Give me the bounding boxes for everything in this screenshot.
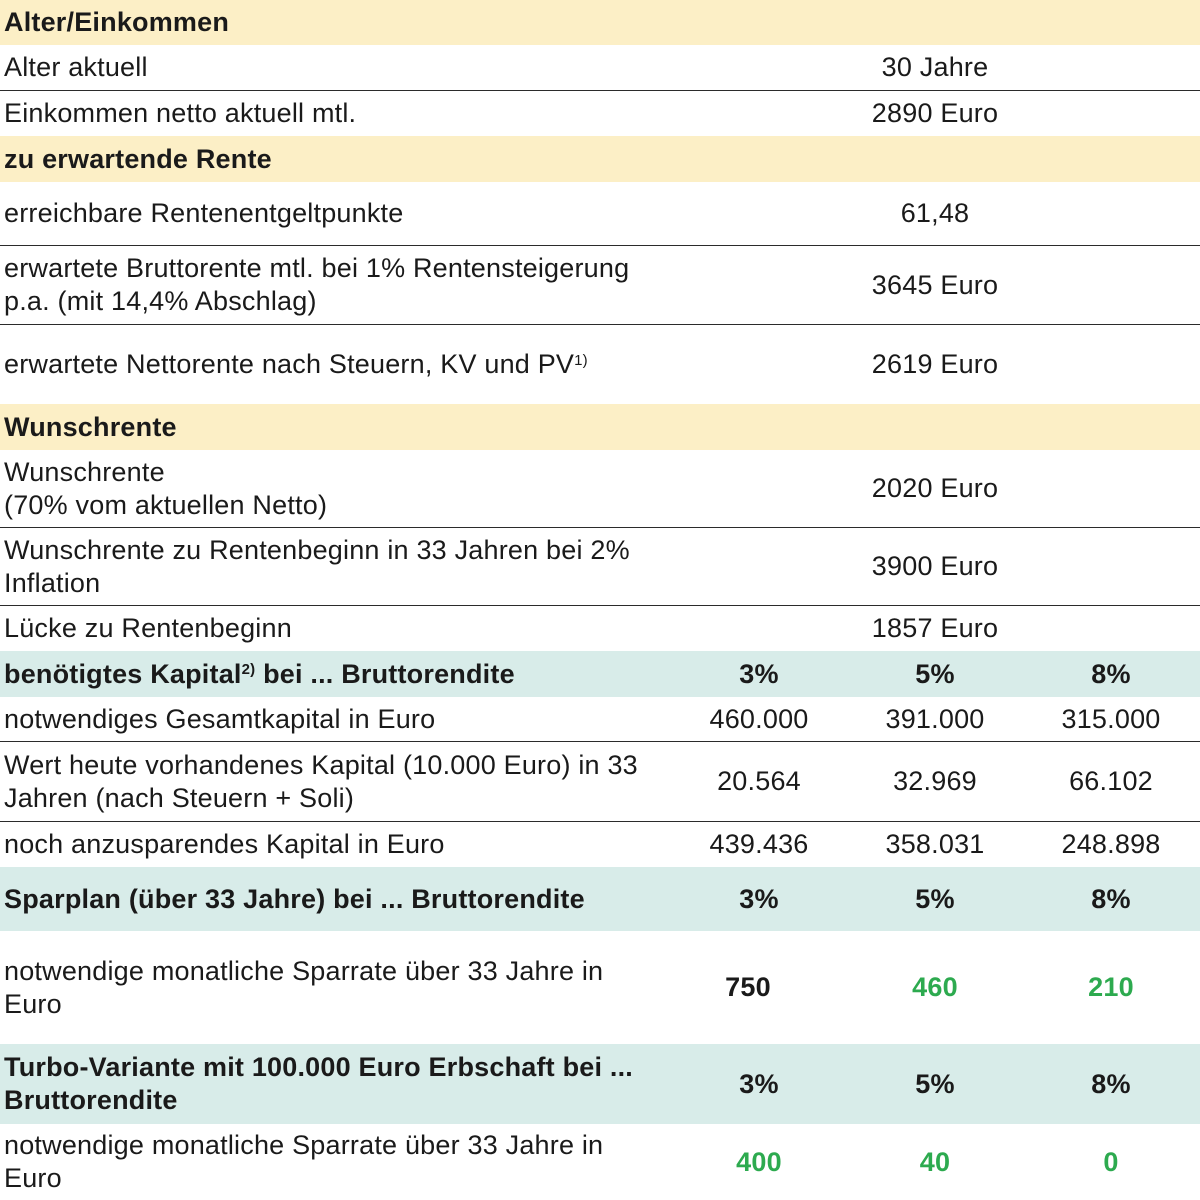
section-title: Alter/Einkommen [4,7,230,37]
label-line: Wert heute vorhandenes Kapital (10.000 Euro) in 33 [4,749,638,780]
column-header: 5% [915,1068,955,1099]
row-label [4,931,669,1044]
label-line: Euro [4,1163,62,1193]
section-header-kapital [0,651,1200,697]
row-value-highlight: 40 [919,1146,951,1177]
section-title: Wunschrente [4,411,177,442]
column-header: 5% [915,883,955,914]
label-line: Wunschrente [4,456,165,487]
table-row [0,742,1200,822]
table-row [0,246,1200,325]
table-row [0,822,1200,867]
row-label: erwartete Nettorente nach Steuern, KV und PV $^{1)}$ [4,349,588,379]
row-value: 20.564 [717,766,801,796]
section-header-rente [0,136,1200,182]
row-value: 66.102 [1069,766,1153,796]
label-line: Inflation [4,567,101,598]
label-line: Wunschrente zu Rentenbeginn in 33 Jahren bei 2% [4,534,630,565]
row-value: 460.000 [709,703,809,734]
row-value-highlight: 460 [912,972,958,1002]
row-value: 391.000 [885,703,985,734]
row-value: 32.969 [893,766,977,796]
table-row [0,931,1200,1044]
row-value: 358.031 [885,829,985,859]
section-header-sparplan [0,867,1200,931]
row-value: 1857 Euro [871,613,999,643]
row-value-highlight: 400 [736,1146,782,1177]
label-line: Jahren (nach Steuern + Soli) [4,782,355,813]
section-title: benötigtes Kapital $^{2)}$ bei ... Bruttorendite [4,658,515,689]
row-value: 248.898 [1061,829,1161,859]
label-line: Euro [4,988,62,1019]
row-value: 3900 Euro [871,551,999,581]
row-label: noch anzusparendes Kapital in Euro [4,829,445,859]
section-title: zu erwartende Rente [4,143,272,174]
column-header: 3% [739,1068,779,1099]
label-line: (70% vom aktuellen Netto) [4,489,328,520]
table-row [0,606,1200,651]
row-label [4,1124,669,1200]
table-row [0,91,1200,136]
table-row [0,45,1200,91]
label-line: p.a. (mit 14,4% Abschlag) [4,286,317,316]
table-row [0,528,1200,606]
row-label: Lücke zu Rentenbeginn [4,613,292,643]
row-label [4,246,669,324]
section-title: Sparplan (über 33 Jahre) bei ... Bruttorendite [4,883,585,914]
row-label [4,528,669,605]
row-value: 750 [725,972,771,1002]
row-value: 30 Jahre [881,52,989,82]
row-label [4,450,669,527]
section-header-alter [0,0,1200,45]
title-line: Turbo-Variante mit 100.000 Euro Erbschaft bei ... [4,1052,633,1082]
section-title [4,1044,669,1124]
row-value: 439.436 [709,829,809,859]
table-row [0,450,1200,528]
row-value: 2619 Euro [871,349,999,379]
title-line: Bruttorendite [4,1085,178,1115]
column-header: 8% [1091,1068,1131,1099]
row-label: Alter aktuell [4,52,148,82]
section-header-wunsch [0,404,1200,450]
row-label [4,742,669,821]
section-header-turbo [0,1044,1200,1124]
table-row [0,182,1200,246]
row-label: erreichbare Rentenentgeltpunkte [4,198,404,228]
label-line: notwendige monatliche Sparrate über 33 Jahre in [4,1130,604,1160]
table-row [0,697,1200,742]
row-value: 315.000 [1061,703,1161,734]
row-value: 3645 Euro [871,269,999,300]
row-value-highlight: 0 [1103,1146,1119,1177]
row-value-highlight: 210 [1088,972,1134,1002]
label-line: notwendige monatliche Sparrate über 33 Jahre in [4,955,604,986]
column-header: 5% [915,658,955,689]
row-label: notwendiges Gesamtkapital in Euro [4,703,436,734]
table-row [0,325,1200,404]
label-line: erwartete Bruttorente mtl. bei 1% Rentensteigerung [4,253,630,283]
row-value: 61,48 [900,198,970,228]
table-row [0,1124,1200,1200]
column-header: 3% [739,658,779,689]
title-text: benötigtes Kapital [4,658,242,689]
row-label: Einkommen netto aktuell mtl. [4,98,357,128]
column-header: 8% [1091,883,1131,914]
column-header: 8% [1091,658,1131,689]
row-value: 2020 Euro [871,473,999,503]
label-text: erwartete Nettorente nach Steuern, KV und PV [4,349,575,379]
row-value: 2890 Euro [871,98,999,128]
title-text: bei ... Bruttorendite [255,658,515,689]
column-header: 3% [739,883,779,914]
